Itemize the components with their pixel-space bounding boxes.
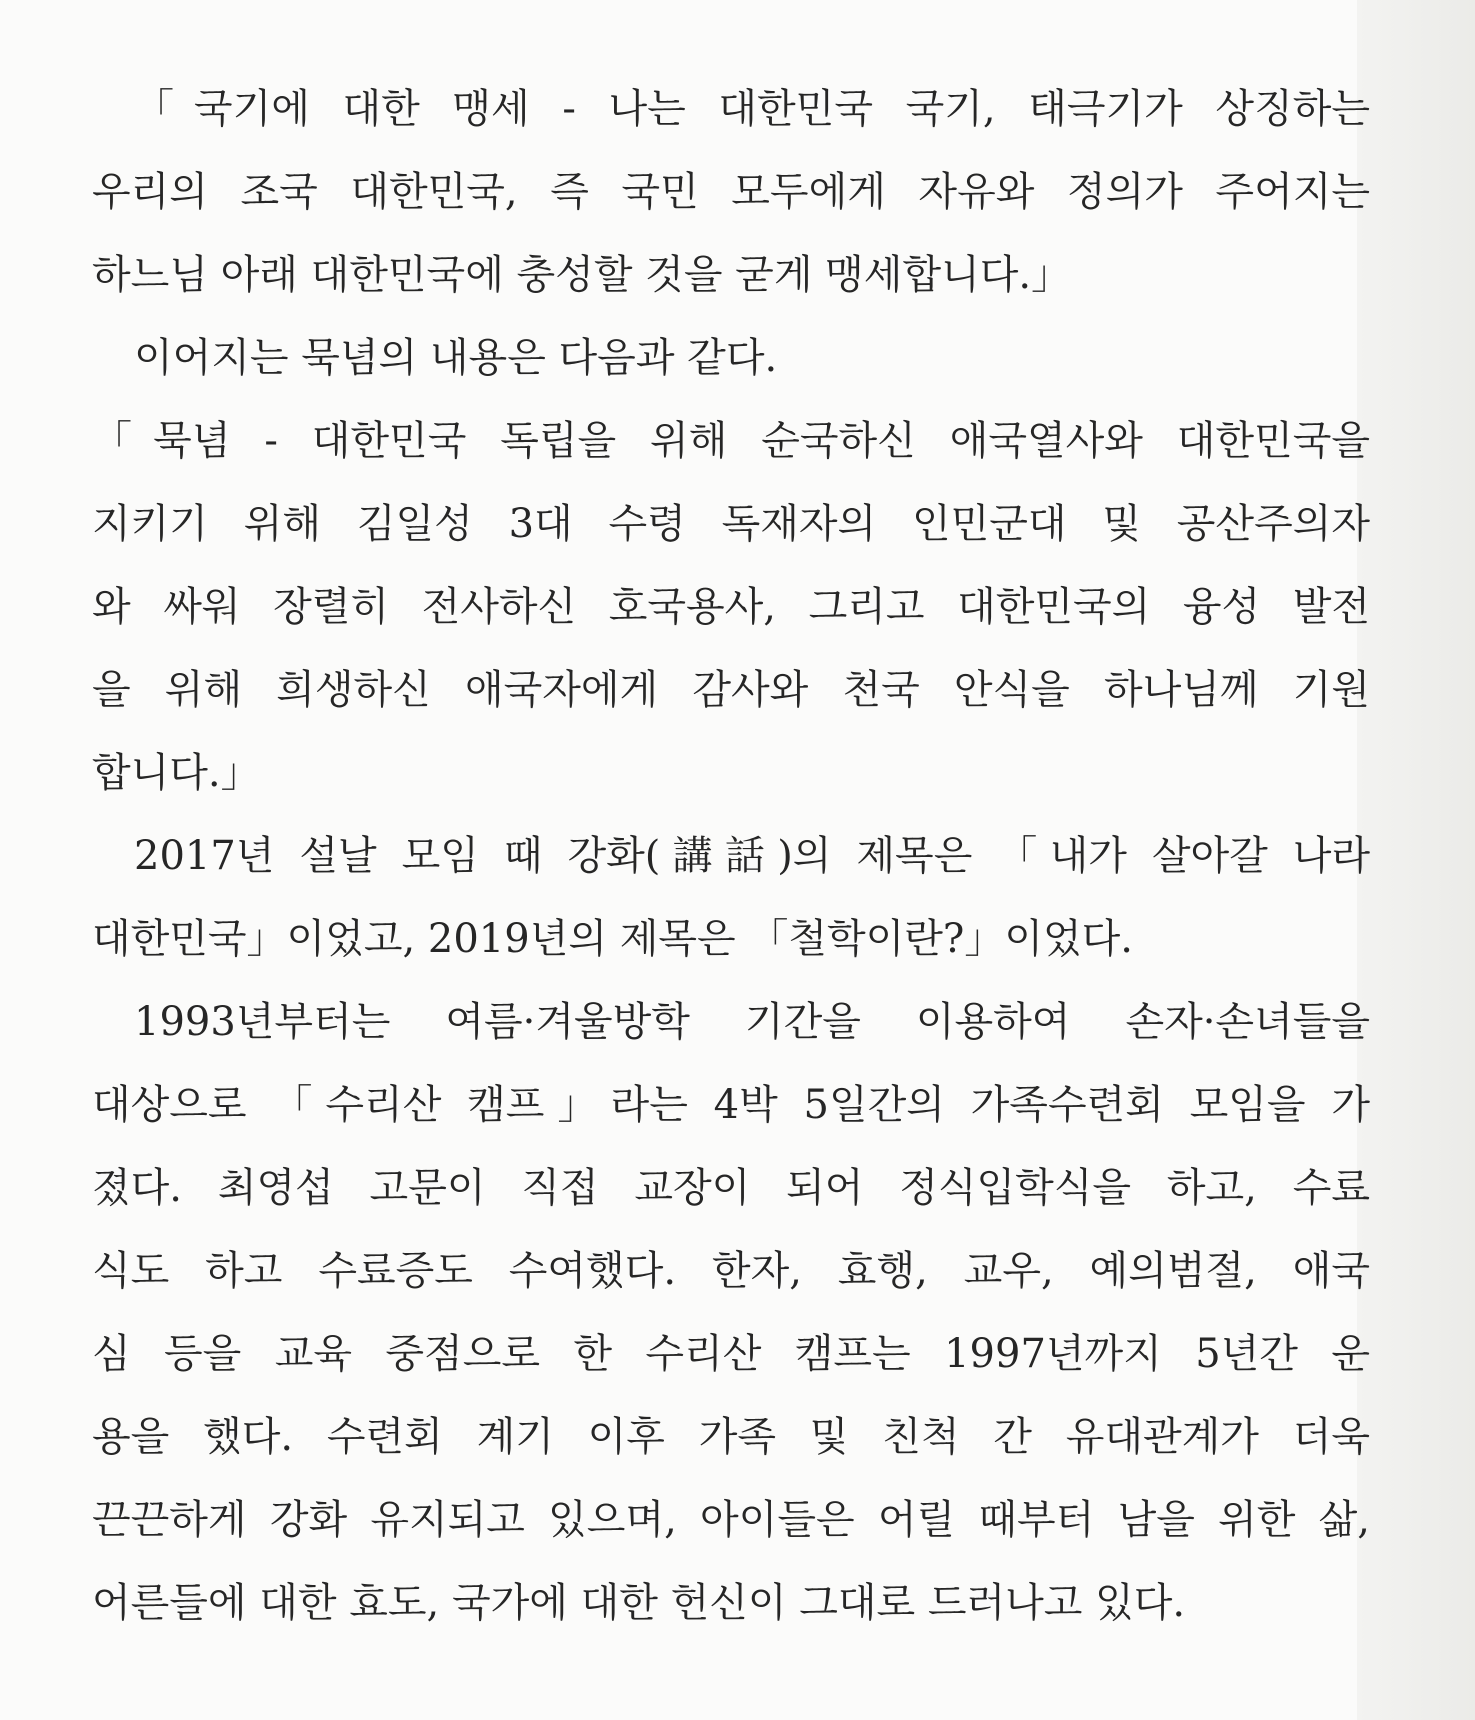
text-line: 2017년 설날 모임 때 강화(講話)의 제목은 「내가 살아갈 나라 — [134, 833, 1370, 879]
text-line: 용을 했다. 수련회 계기 이후 가족 및 친척 간 유대관계가 더욱 — [92, 1414, 1370, 1460]
body-text — [92, 68, 1370, 1645]
text-line: 하느님 아래 대한민국에 충성할 것을 굳게 맹세합니다.」 — [92, 252, 1072, 298]
paragraph-lecture-titles — [92, 815, 1370, 981]
text-line: 졌다. 최영섭 고문이 직접 교장이 되어 정식입학식을 하고, 수료 — [92, 1165, 1370, 1211]
text-line: 우리의 조국 대한민국, 즉 국민 모두에게 자유와 정의가 주어지는 — [92, 169, 1370, 215]
paragraph-intro-silent-tribute — [92, 317, 1370, 400]
text-line: 끈끈하게 강화 유지되고 있으며, 아이들은 어릴 때부터 남을 위한 삶, — [92, 1497, 1370, 1543]
text-line: 식도 하고 수료증도 수여했다. 한자, 효행, 교우, 예의범절, 애국 — [92, 1248, 1370, 1294]
text-line: 이어지는 묵념의 내용은 다음과 같다. — [134, 335, 778, 381]
text-line: 지키기 위해 김일성 3대 수령 독재자의 인민군대 및 공산주의자 — [92, 501, 1370, 547]
text-line: 「묵념 - 대한민국 독립을 위해 순국하신 애국열사와 대한민국을 — [92, 418, 1370, 464]
text-line: 심 등을 교육 중점으로 한 수리산 캠프는 1997년까지 5년간 운 — [92, 1331, 1370, 1377]
text-line: 1993년부터는 여름·겨울방학 기간을 이용하여 손자·손녀들을 — [134, 999, 1370, 1045]
text-line: 「국기에 대한 맹세 - 나는 대한민국 국기, 태극기가 상징하는 — [134, 86, 1370, 132]
text-line: 어른들에 대한 효도, 국가에 대한 헌신이 그대로 드러나고 있다. — [92, 1580, 1186, 1626]
text-line: 와 싸워 장렬히 전사하신 호국용사, 그리고 대한민국의 융성 발전 — [92, 584, 1370, 630]
text-line: 을 위해 희생하신 애국자에게 감사와 천국 안식을 하나님께 기원 — [92, 667, 1370, 713]
paragraph-pledge — [92, 68, 1370, 317]
paragraph-jirisan-camp — [92, 981, 1370, 1645]
page-edge-margin — [1357, 0, 1475, 1720]
text-line: 대한민국」이었고, 2019년의 제목은 「철학이란?」이었다. — [92, 916, 1133, 962]
text-line: 합니다.」 — [92, 750, 261, 796]
paragraph-silent-tribute — [92, 400, 1370, 815]
text-line: 대상으로 「수리산 캠프」라는 4박 5일간의 가족수련회 모임을 가 — [92, 1082, 1370, 1128]
